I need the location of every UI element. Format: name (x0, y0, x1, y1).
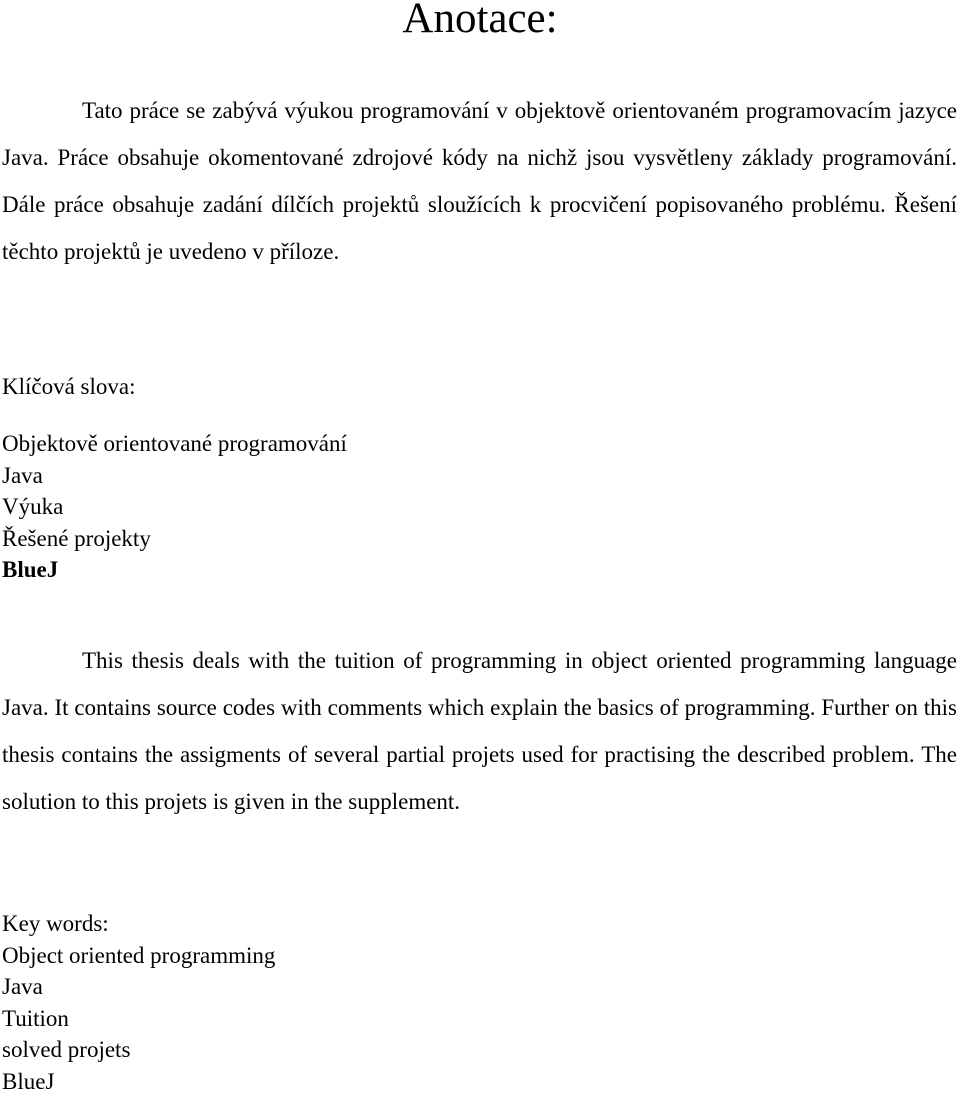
keyword-item: solved projets (2, 1034, 275, 1066)
keyword-item: Java (2, 460, 347, 492)
keyword-item: BlueJ (2, 1066, 275, 1097)
abstract-english: This thesis deals with the tuition of programming in object oriented programming language Java. It contains source codes with comments which explain the basics of programming. Further on this thesis contains the assigments of several partial projets used for practising the described problem. The solution to this projets is given in the supplement. (2, 637, 957, 825)
keyword-item: Objektově orientované programování (2, 428, 347, 460)
keyword-item: BlueJ (2, 554, 347, 586)
page-title: Anotace: (0, 0, 960, 44)
keywords-english (2, 908, 275, 1097)
keyword-item: Tuition (2, 1003, 275, 1035)
keywords-heading: Key words: (2, 908, 275, 940)
keywords-heading: Klíčová slova: (2, 372, 136, 402)
keyword-item: Výuka (2, 491, 347, 523)
keywords-czech-list (2, 428, 347, 586)
keyword-item: Řešené projekty (2, 523, 347, 555)
keywords-czech-heading (2, 372, 136, 402)
abstract-czech: Tato práce se zabývá výukou programování v objektově orientovaném programovacím jazyce Java. Práce obsahuje okomentované zdrojové kódy na nichž jsou vysvětleny základy programování. Dále práce obsahuje zadání dílčích projektů sloužících k procvičení popisovaného problému. Řešení těchto projektů je uvedeno v příloze. (2, 87, 957, 275)
keyword-item: Object oriented programming (2, 940, 275, 972)
keyword-item: Java (2, 971, 275, 1003)
